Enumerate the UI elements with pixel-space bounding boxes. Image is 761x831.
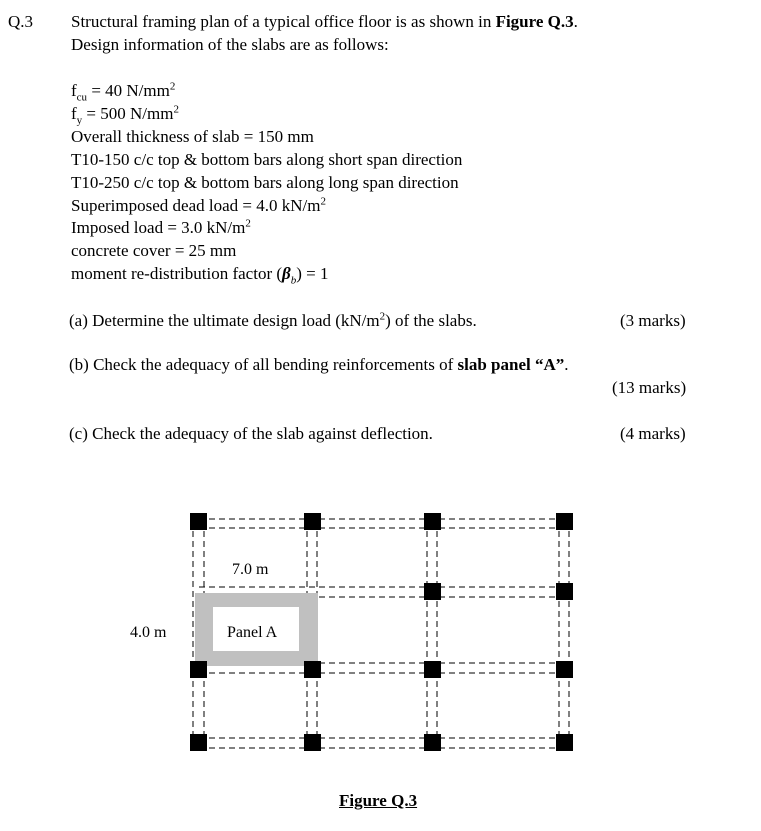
dead-load-text: Superimposed dead load = 4.0 kN/m — [71, 196, 321, 215]
fy-symbol: f — [71, 104, 77, 123]
column — [190, 661, 207, 678]
part-a-power: 2 — [379, 310, 386, 323]
short-span-bars: T10-150 c/c top & bottom bars along short span direction — [71, 150, 463, 169]
column — [190, 734, 207, 751]
part-b-text: (b) Check the adequacy of all bending reinforcements of — [69, 355, 458, 374]
part-a-text-end: ) of the slabs. — [385, 311, 477, 330]
fcu-value: = 40 N/mm — [87, 81, 170, 100]
column — [190, 513, 207, 530]
moment-text: moment re-distribution factor ( — [71, 264, 283, 283]
column — [556, 661, 573, 678]
fcu-symbol: f — [71, 81, 77, 100]
imposed-load-power: 2 — [245, 217, 251, 230]
moment-value: ) = 1 — [296, 264, 329, 283]
fy-unit-power: 2 — [173, 103, 179, 116]
fcu-unit-power: 2 — [169, 80, 176, 93]
question-number: Q.3 — [8, 12, 34, 31]
column — [424, 734, 441, 751]
beta-symbol: β — [282, 264, 291, 283]
column — [304, 661, 321, 678]
question-intro-line2: Design information of the slabs are as follows: — [71, 35, 389, 54]
column — [424, 513, 441, 530]
long-span-bars: T10-250 c/c top & bottom bars along long span direction — [71, 173, 459, 192]
column — [556, 734, 573, 751]
figure-reference: Figure Q.3 — [495, 12, 574, 31]
dead-load-power: 2 — [320, 195, 326, 208]
beta-subscript: b — [290, 274, 297, 287]
part-b-period: . — [564, 355, 569, 374]
depth-dimension-label: 4.0 m — [130, 624, 167, 641]
column — [424, 583, 441, 600]
imposed-load-text: Imposed load = 3.0 kN/m — [71, 218, 246, 237]
column — [556, 583, 573, 600]
part-a-marks: (3 marks) — [620, 311, 686, 330]
panel-a-label: Panel A — [227, 624, 278, 641]
part-b-panel: slab panel “A” — [457, 355, 565, 374]
span-dimension-label: 7.0 m — [232, 561, 269, 578]
figure-caption: Figure Q.3 — [339, 791, 418, 810]
column — [304, 513, 321, 530]
column — [304, 734, 321, 751]
part-a-text: (a) Determine the ultimate design load (kN/m — [69, 311, 380, 330]
concrete-cover: concrete cover = 25 mm — [71, 241, 237, 260]
column — [424, 661, 441, 678]
intro-period: . — [573, 12, 578, 31]
column — [556, 513, 573, 530]
fcu-subscript: cu — [76, 91, 88, 104]
intro-text: Structural framing plan of a typical office floor is as shown in — [71, 12, 496, 31]
slab-thickness: Overall thickness of slab = 150 mm — [71, 127, 314, 146]
part-b-marks: (13 marks) — [612, 378, 687, 397]
fy-value: = 500 N/mm — [82, 104, 174, 123]
fy-subscript: y — [76, 114, 83, 127]
part-c-marks: (4 marks) — [620, 424, 686, 443]
part-c: (c) Check the adequacy of the slab against deflection. — [69, 424, 433, 443]
